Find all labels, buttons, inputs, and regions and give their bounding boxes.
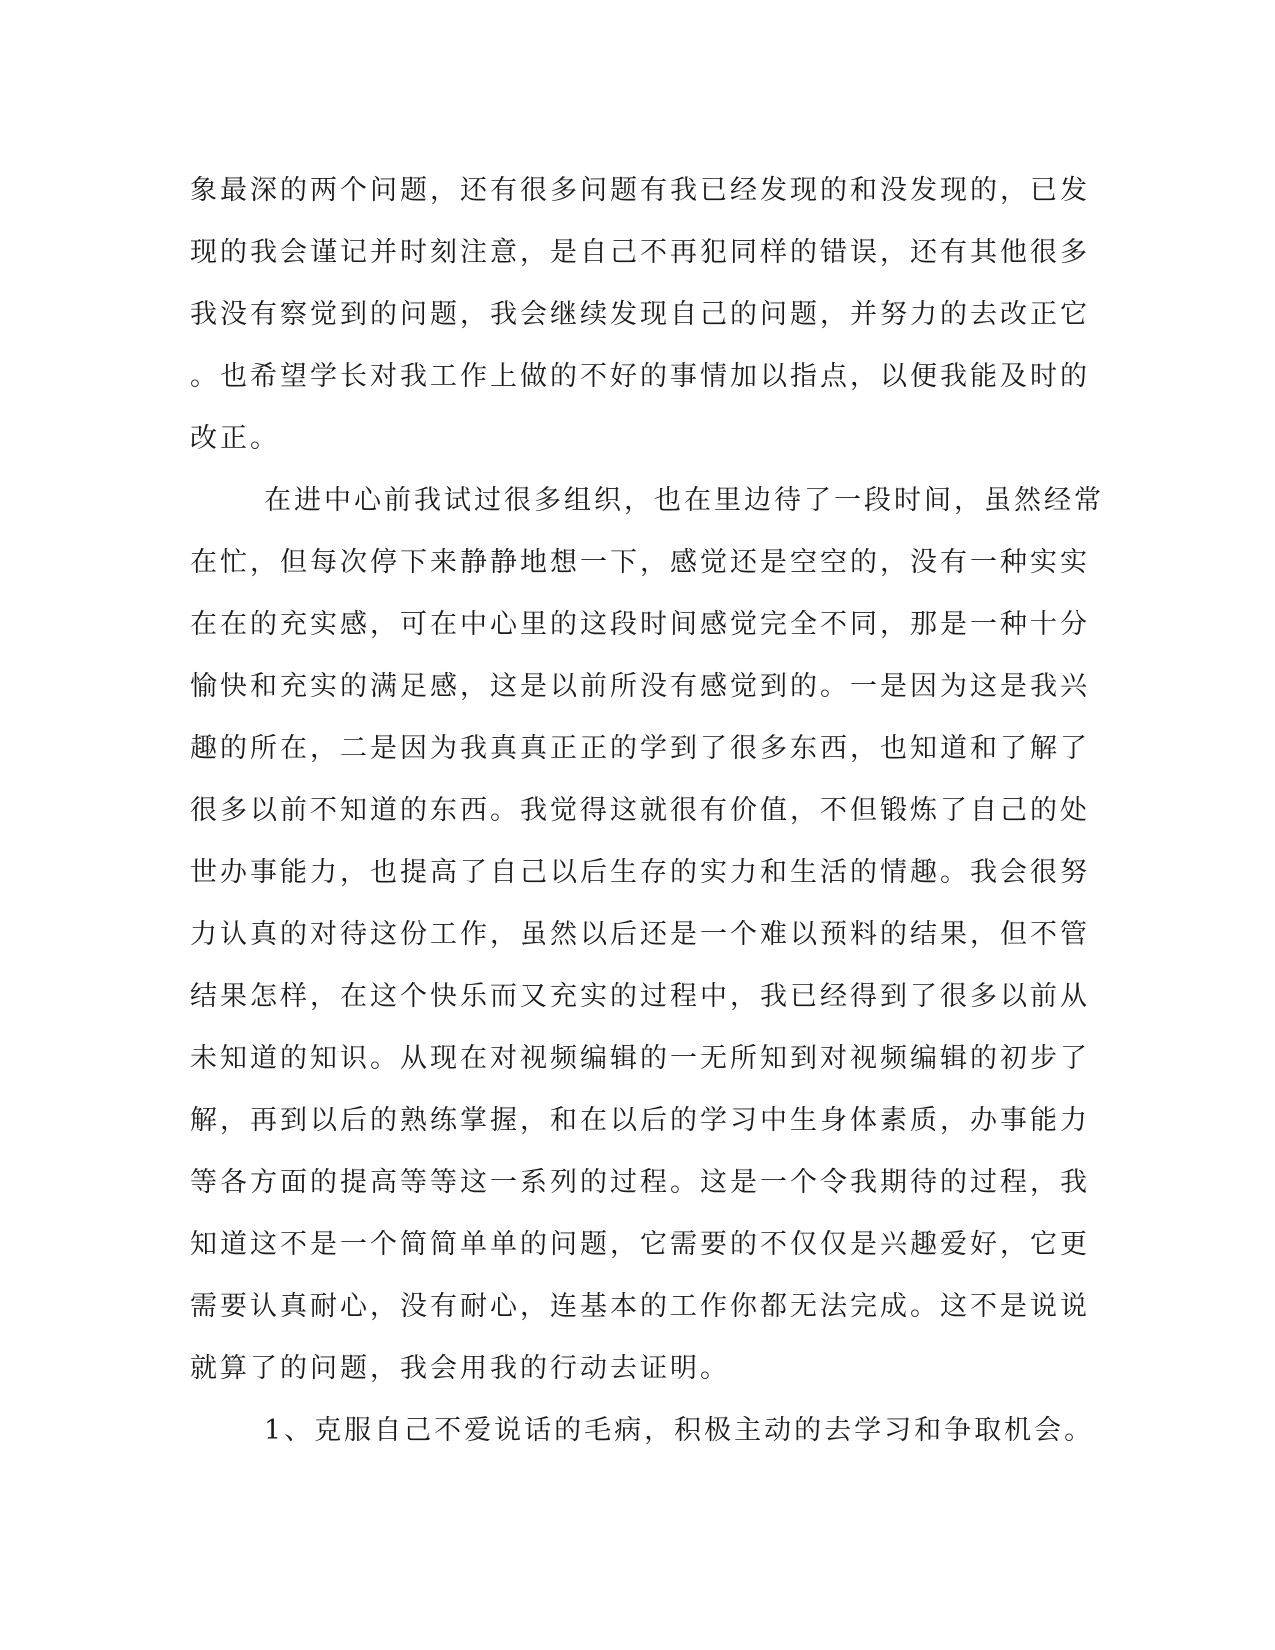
text-line: 需要认真耐心，没有耐心，连基本的工作你都无法完成。这不是说说 bbox=[190, 1291, 1090, 1322]
text-line: 世办事能力，也提高了自己以后生存的实力和生活的情趣。我会很努 bbox=[190, 857, 1090, 888]
text-line: 结果怎样，在这个快乐而又充实的过程中，我已经得到了很多以前从 bbox=[190, 981, 1090, 1012]
document-body bbox=[190, 160, 1104, 1462]
text-line: 。也希望学长对我工作上做的不好的事情加以指点，以便我能及时的 bbox=[190, 361, 1090, 392]
text-line: 改正。 bbox=[190, 423, 280, 454]
paragraph-1 bbox=[190, 160, 1090, 470]
paragraph-3 bbox=[190, 1400, 1095, 1462]
text-line: 象最深的两个问题，还有很多问题有我已经发现的和没发现的，已发 bbox=[190, 175, 1090, 206]
text-line: 就算了的问题，我会用我的行动去证明。 bbox=[190, 1353, 730, 1384]
text-line: 力认真的对待这份工作，虽然以后还是一个难以预料的结果，但不管 bbox=[190, 919, 1090, 950]
text-line: 知道这不是一个简简单单的问题，它需要的不仅仅是兴趣爱好，它更 bbox=[190, 1229, 1090, 1260]
text-line: 现的我会谨记并时刻注意，是自己不再犯同样的错误，还有其他很多 bbox=[190, 237, 1090, 268]
text-line: 我没有察觉到的问题，我会继续发现自己的问题，并努力的去改正它 bbox=[190, 299, 1090, 330]
list-item: 1、克服自己不爱说话的毛病，积极主动的去学习和争取机会。 bbox=[264, 1415, 1095, 1446]
text-line: 愉快和充实的满足感，这是以前所没有感觉到的。一是因为这是我兴 bbox=[190, 671, 1090, 702]
text-line: 未知道的知识。从现在对视频编辑的一无所知到对视频编辑的初步了 bbox=[190, 1043, 1090, 1074]
text-line: 很多以前不知道的东西。我觉得这就很有价值，不但锻炼了自己的处 bbox=[190, 795, 1090, 826]
paragraph-2 bbox=[190, 470, 1104, 1400]
text-line: 在在的充实感，可在中心里的这段时间感觉完全不同，那是一种十分 bbox=[190, 609, 1090, 640]
text-line: 趣的所在，二是因为我真真正正的学到了很多东西，也知道和了解了 bbox=[190, 733, 1090, 764]
text-line: 等各方面的提高等等这一系列的过程。这是一个令我期待的过程，我 bbox=[190, 1167, 1090, 1198]
text-line: 在忙，但每次停下来静静地想一下，感觉还是空空的，没有一种实实 bbox=[190, 547, 1090, 578]
text-line: 在进中心前我试过很多组织，也在里边待了一段时间，虽然经常 bbox=[264, 485, 1104, 516]
text-line: 解，再到以后的熟练掌握，和在以后的学习中生身体素质，办事能力 bbox=[190, 1105, 1090, 1136]
